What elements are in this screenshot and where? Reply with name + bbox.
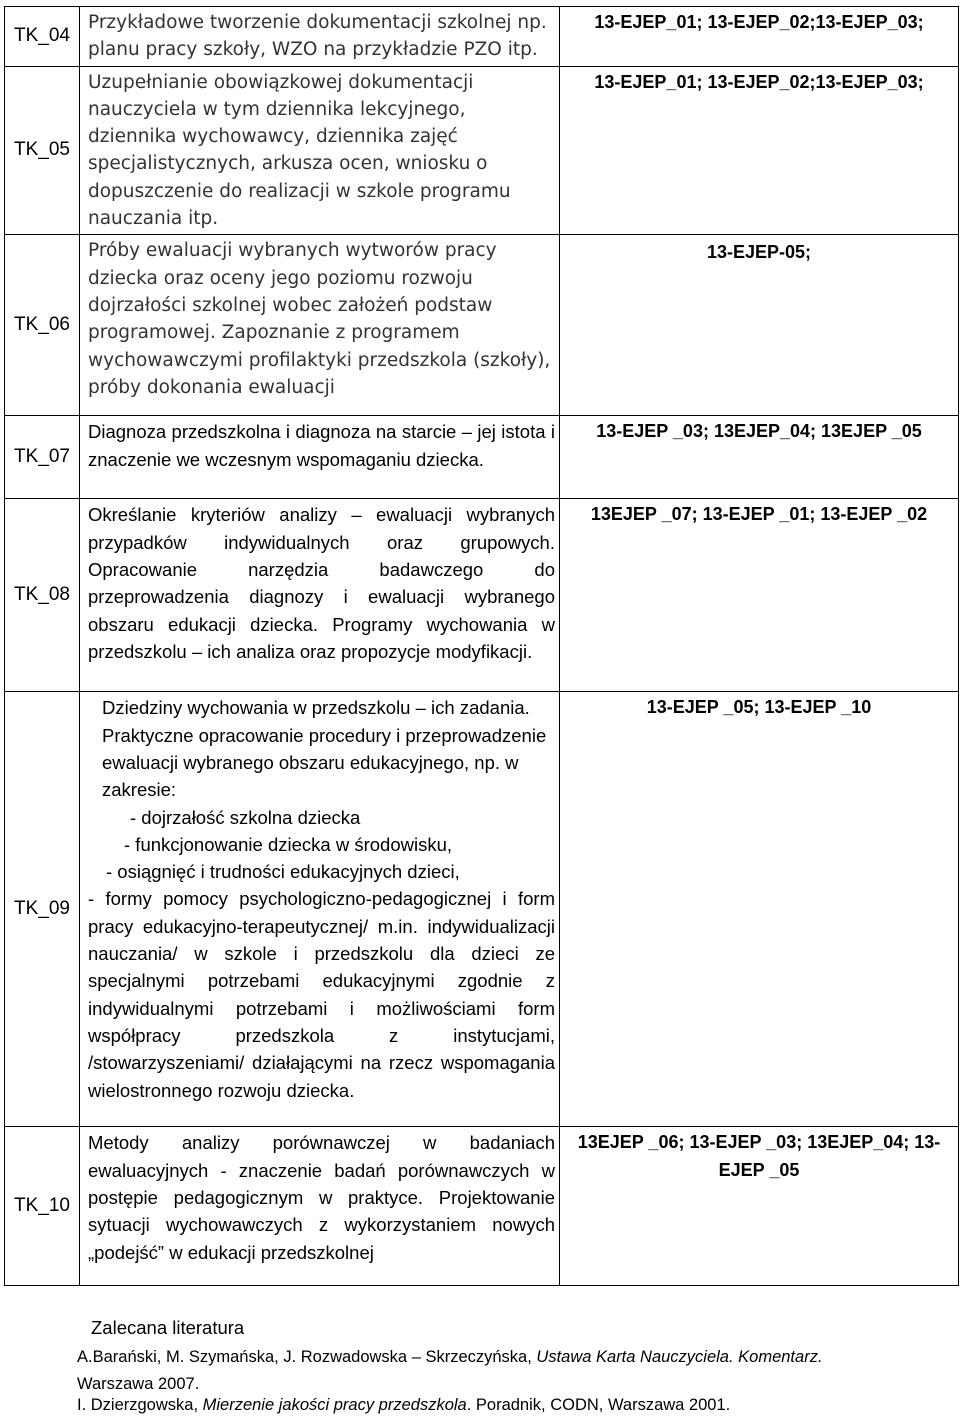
row-reference: 13EJEP _06; 13-EJEP _03; 13EJEP_04; 13-EJEP _05	[560, 1127, 959, 1286]
literature-item-authors: A.Barański, M. Szymańska, J. Rozwadowska – Skrzeczyńska,	[77, 1348, 537, 1366]
table-row	[5, 235, 959, 416]
literature-item-title: Ustawa Karta Nauczyciela. Komentarz.	[536, 1348, 823, 1366]
row-code: TK_05	[5, 66, 80, 235]
row-reference: 13-EJEP _05; 13-EJEP _10	[560, 692, 959, 1127]
table-row	[5, 1127, 959, 1286]
row-description-tail: - formy pomocy psychologiczno-pedagogicznej i form pracy edukacyjno-terapeutycznej/ m.in. indywidualizacji nauczania/ w szkole i przedszkolu dla dzieci ze specjalnymi potrzebami edukacyjnymi zgodnie z indywidualnymi potrzebami i możliwościami form współpracy przedszkola z instytucjami, /stowarzyszeniami/ działającymi na rzecz wspomagania wielostronnego rozwoju dziecka.	[88, 888, 555, 1101]
row-description: Przykładowe tworzenie dokumentacji szkolnej np. planu pracy szkoły, WZO na przykładzie PZO itp.	[80, 7, 560, 67]
row-description: Określanie kryteriów analizy – ewaluacji wybranych przypadków indywidualnych oraz grupowych. Opracowanie narzędzia badawczego do przeprowadzenia diagnozy i ewaluacji wybranego obszaru edukacji dziecka. Programy wychowania w przedszkolu – ich analiza oraz propozycje modyfikacji.	[80, 499, 560, 692]
row-description: Metody analizy porównawczej w badaniach ewaluacyjnych - znaczenie badań porównawczych w postępie pedagogicznym w praktyce. Projektowanie sytuacji wychowawczych z wykorzystaniem nowych „podejść” w edukacji przedszkolnej	[80, 1127, 560, 1286]
literature-item-publication: . Poradnik, CODN, Warszawa 2001.	[466, 1396, 731, 1414]
row-description: Próby ewaluacji wybranych wytworów pracy dziecka oraz oceny jego poziomu rozwoju dojrzałości szkolnej wobec założeń podstaw programowej. Zapoznanie z programem wychowawczymi profilaktyki przedszkola (szkoły), próby dokonania ewaluacji	[80, 235, 560, 416]
row-description: Uzupełnianie obowiązkowej dokumentacji nauczyciela w tym dziennika lekcyjnego, dziennika wychowawcy, dziennika zajęć specjalistycznych, arkusza ocen, wniosku o dopuszczenie do realizacji w szkole programu nauczania itp.	[80, 66, 560, 235]
literature-item-authors: I. Dzierzgowska,	[77, 1396, 203, 1414]
list-item: - funkcjonowanie dziecka w środowisku,	[124, 833, 453, 855]
table-row	[5, 692, 959, 1127]
row-reference: 13-EJEP-05;	[560, 235, 959, 416]
syllabus-table	[4, 6, 959, 1286]
list-item: - osiągnięć i trudności edukacyjnych dzieci,	[106, 861, 460, 883]
literature-item-publication: Warszawa 2007.	[77, 1375, 200, 1393]
table-row	[5, 499, 959, 692]
row-reference: 13EJEP _07; 13-EJEP _01; 13-EJEP _02	[560, 499, 959, 692]
literature-heading: Zalecana literatura	[91, 1317, 245, 1338]
row-description: Diagnoza przedszkolna i diagnoza na starcie – jej istota i znaczenie we wczesnym wspomaganiu dziecka.	[80, 416, 560, 499]
row-code: TK_06	[5, 235, 80, 416]
literature-item-title: Mierzenie jakości pracy przedszkola	[202, 1396, 467, 1414]
row-code: TK_10	[5, 1127, 80, 1286]
row-reference: 13-EJEP _03; 13EJEP_04; 13EJEP _05	[560, 416, 959, 499]
table-row	[5, 416, 959, 499]
literature-item	[77, 1344, 947, 1398]
row-description-intro: Dziedziny wychowania w przedszkolu – ich zadania. Praktyczne opracowanie procedury i przeprowadzenie ewaluacji wybranego obszaru edukacyjnego, np. w zakresie:	[102, 697, 547, 801]
list-item: - dojrzałość szkolna dziecka	[130, 806, 361, 828]
row-code: TK_09	[5, 692, 80, 1127]
row-description	[80, 692, 560, 1127]
row-reference: 13-EJEP_01; 13-EJEP_02;13-EJEP_03;	[560, 66, 959, 235]
row-code: TK_07	[5, 416, 80, 499]
row-reference: 13-EJEP_01; 13-EJEP_02;13-EJEP_03;	[560, 7, 959, 67]
table-row	[5, 66, 959, 235]
table-row	[5, 7, 959, 67]
literature-item	[77, 1392, 947, 1419]
row-code: TK_04	[5, 7, 80, 67]
row-code: TK_08	[5, 499, 80, 692]
